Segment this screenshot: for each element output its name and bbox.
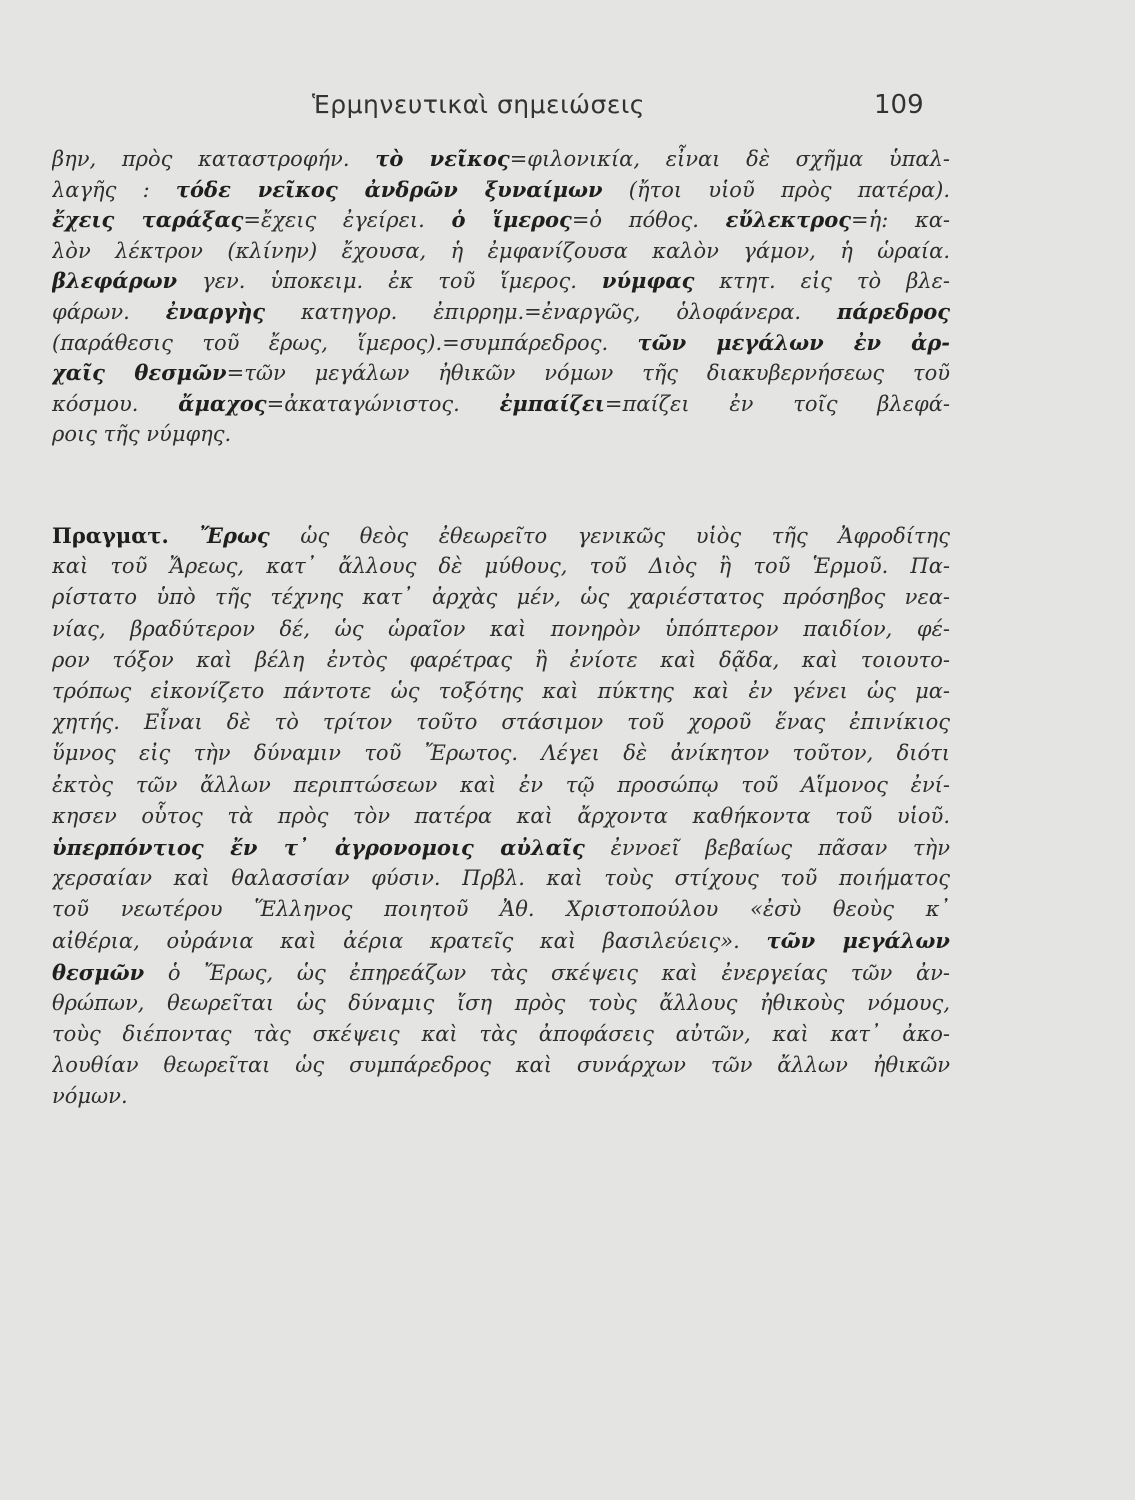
lemma: ἔχεις ταράξας	[52, 207, 244, 233]
text-run: ὕμνος εἰς τὴν δύναμιν τοῦ Ἔρωτος. Λέγει δὲ ἀνίκητον τοῦτον, διότι	[52, 741, 950, 766]
commentary-line	[52, 707, 950, 738]
text-run: =φιλονικία, εἶναι δὲ σχῆμα ὑπαλ-	[509, 147, 950, 171]
text-run: αἰθέρια, οὐράνια καὶ ἀέρια κρατεῖς καὶ βασιλεύεις».	[52, 929, 767, 954]
lemma: ἄμαχος	[178, 390, 267, 416]
commentary-line	[52, 1019, 950, 1050]
text-run: τρόπως εἰκονίζετο πάντοτε ὡς τοξότης καὶ πύκτης καὶ ἐν γένει ὡς μα-	[52, 678, 950, 703]
text-run: κόσμου.	[52, 391, 179, 416]
commentary-line	[52, 520, 950, 551]
text-run: καὶ τοῦ Ἄρεως, κατ᾽ ἄλλους δὲ μύθους, τοῦ Διὸς ἢ τοῦ Ἑρμοῦ. Πα-	[52, 554, 950, 579]
lemma: χαῖς θεσμῶν	[52, 360, 227, 386]
text-run: ρον τόξον καὶ βέλη ἐντὸς φαρέτρας ἢ ἐνίοτε καὶ δᾷδα, καὶ τοιουτο-	[52, 647, 950, 672]
lemma: Ἔρως	[200, 523, 270, 548]
commentary-line	[52, 863, 950, 894]
commentary-line	[52, 551, 950, 582]
commentary-line	[52, 614, 950, 645]
lemma: ἐμπαίζει	[499, 390, 605, 416]
text-run: =τῶν μεγάλων ἠθικῶν νόμων τῆς διακυβερνήσεως τοῦ	[226, 361, 950, 386]
commentary-line	[52, 832, 950, 863]
lemma: βλεφάρων	[52, 268, 178, 294]
lemma: ἐναργὴς	[165, 298, 266, 324]
text-run: =παίζει ἐν τοῖς βλεφά-	[604, 391, 950, 416]
commentary-line	[52, 801, 950, 832]
commentary-line	[52, 738, 950, 769]
lemma: τὸ νεῖκος	[375, 146, 510, 171]
text-run: λὸν λέκτρον (κλίνην) ἔχουσα, ἡ ἐμφανίζουσα καλὸν γάμον, ἡ ὡραία.	[52, 238, 950, 263]
commentary-line	[52, 582, 950, 613]
text-run: νίας, βραδύτερον δέ, ὡς ὡραῖον καὶ πονηρὸν ὑπόπτερον παιδίον, φέ-	[52, 616, 950, 641]
text-run: ροις τῆς νύμφης.	[52, 422, 232, 447]
note-line	[52, 175, 950, 206]
commentary-line	[52, 894, 950, 925]
commentary-line	[52, 676, 950, 707]
lemma: εὔλεκτρος	[725, 207, 852, 233]
text-run: κτητ. εἰς τὸ βλε-	[694, 269, 950, 294]
note-line	[52, 205, 950, 236]
lemma: νύμφας	[601, 268, 695, 294]
text-run: λουθίαν θεωρεῖται ὡς συμπάρεδρος καὶ συνάρχων τῶν ἄλλων ἠθικῶν	[52, 1053, 950, 1078]
text-run: χητής. Εἶναι δὲ τὸ τρίτον τοῦτο στάσιμον τοῦ χοροῦ ἕνας ἐπινίκιος	[52, 710, 950, 735]
text-run: =ἔχεις ἐγείρει.	[243, 208, 452, 233]
text-run: ὡς θεὸς ἐθεωρεῖτο γενικῶς υἱὸς τῆς Ἀφροδίτης	[269, 524, 950, 548]
note-line	[52, 297, 950, 328]
page-header	[0, 86, 1135, 132]
text-run: τοῦ νεωτέρου Ἕλληνος ποιητοῦ Ἀθ. Χριστοπούλου «ἐσὺ θεοὺς κ᾽	[52, 897, 950, 922]
lemma: Πραγματ.	[52, 523, 201, 548]
note-line	[52, 266, 950, 297]
commentary-line	[52, 925, 950, 956]
commentary-line	[52, 988, 950, 1019]
commentary-line	[52, 1081, 950, 1112]
text-run: (ἤτοι υἱοῦ πρὸς πατέρα).	[602, 177, 950, 202]
text-run: =ἡ: κα-	[851, 208, 950, 233]
text-run: χερσαίαν καὶ θαλασσίαν φύσιν. Πρβλ. καὶ τοὺς στίχους τοῦ ποιήματος	[52, 866, 950, 891]
text-run: τοὺς διέποντας τὰς σκέψεις καὶ τὰς ἀποφάσεις αὐτῶν, καὶ κατ᾽ ἀκο-	[52, 1022, 950, 1046]
text-run: =ἀκαταγώνιστος.	[266, 391, 500, 416]
running-title: Ἑρμηνευτικαὶ σημειώσεις	[312, 90, 645, 119]
text-run: ἐκτὸς τῶν ἄλλων περιπτώσεων καὶ ἐν τῷ προσώπῳ τοῦ Αἵμονος ἐνί-	[52, 772, 950, 797]
note-line	[52, 389, 950, 420]
text-run: ρίστατο ὑπὸ τῆς τέχνης κατ᾽ ἀρχὰς μέν, ὡς χαριέστατος πρόσηβος νεα-	[52, 585, 950, 610]
text-run: γεν. ὑποκειμ. ἐκ τοῦ ἵμερος.	[177, 269, 602, 294]
lemma: ὑπερπόντιος ἔν τ᾽ ἀγρονομοις αὐλαῖς	[52, 834, 585, 860]
text-run: ἐννοεῖ βεβαίως πᾶσαν τὴν	[584, 835, 950, 860]
glossary-notes	[52, 144, 950, 450]
text-run: (παράθεσις τοῦ ἔρως, ἵμερος).=συμπάρεδρος.	[52, 330, 638, 355]
text-run: κησεν οὗτος τὰ πρὸς τὸν πατέρα καὶ ἄρχοντα καθήκοντα τοῦ υἱοῦ.	[52, 803, 950, 828]
note-line	[52, 419, 950, 450]
text-run: ὁ Ἔρως, ὡς ἐπηρεάζων τὰς σκέψεις καὶ ἐνεργείας τῶν ἀν-	[144, 960, 950, 985]
lemma: πάρεδρος	[836, 298, 950, 324]
note-line	[52, 236, 950, 267]
text-run: κατηγορ. ἐπιρρημ.=ἐναργῶς, ὁλοφάνερα.	[265, 299, 837, 324]
page-number: 109	[874, 90, 924, 120]
text-run: θρώπων, θεωρεῖται ὡς δύναμις ἴση πρὸς τοὺς ἄλλους ἠθικοὺς νόμους,	[52, 990, 950, 1015]
text-run: νόμων.	[52, 1084, 128, 1109]
text-run: βην, πρὸς καταστροφήν.	[52, 147, 376, 171]
lemma: τῶν μεγάλων	[766, 928, 950, 954]
commentary-line	[52, 957, 950, 988]
text-run: φάρων.	[52, 299, 166, 324]
lemma: τῶν μεγάλων ἐν ἀρ-	[637, 329, 950, 355]
note-line	[52, 358, 950, 389]
text-run: λαγῆς :	[52, 177, 176, 202]
commentary-line	[52, 770, 950, 801]
commentary-line	[52, 645, 950, 676]
note-line	[52, 328, 950, 359]
text-run: =ὁ πόθος.	[571, 208, 726, 233]
note-line	[52, 144, 950, 175]
commentary-paragraph	[52, 520, 950, 1113]
lemma: τόδε νεῖκος ἀνδρῶν ξυναίμων	[175, 176, 603, 202]
lemma: θεσμῶν	[52, 959, 145, 985]
commentary-line	[52, 1050, 950, 1081]
lemma: ὁ ἵμερος	[451, 207, 572, 233]
